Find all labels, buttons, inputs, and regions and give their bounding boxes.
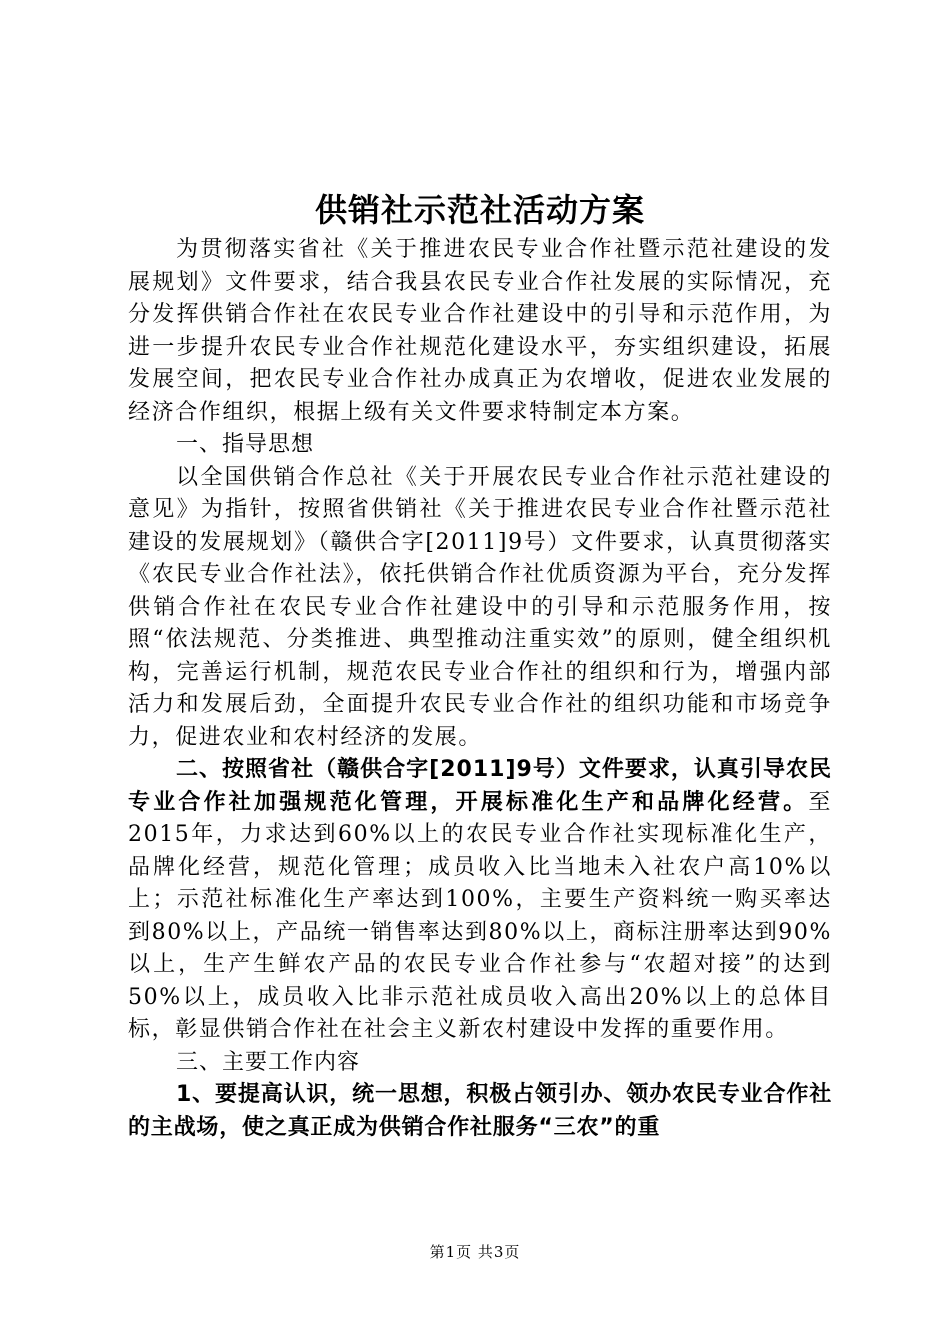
section-1-heading: 一、指导思想 — [176, 432, 315, 457]
section-2-body: 至2015年，力求达到60%以上的农民专业合作社实现标准化生产，品牌化经营，规范化管理；成员收入比当地未入社农户高10%以上；示范社标准化生产率达到100%，主要生产资料统一购买率达到80%以上，产品统一销售率达到80%以上，商标注册率达到90%以上，生产生鲜农产品的农民专业合作社参与“农超对接”的达到50%以上，成员收入比非示范社成员收入高出20%以上的总体目标，彰显供销合作社在社会主义新农村建设中发挥的重要作用。 — [128, 789, 832, 1042]
intro-paragraph: 为贯彻落实省社《关于推进农民专业合作社暨示范社建设的发展规划》文件要求，结合我县农民专业合作社发展的实际情况，充分发挥供销合作社在农民专业合作社建设中的引导和示范作用，为进一步提升农民专业合作社规范化建设水平，夯实组织建设，拓展发展空间，把农民专业合作社办成真正为农增收，促进农业发展的经济合作组织，根据上级有关文件要求特制定本方案。 — [128, 237, 832, 425]
section-3-item-1: 1、要提高认识，统一思想，积极占领引办、领办农民专业合作社的主战场，使之真正成为供销合作社服务“三农”的重 — [128, 1082, 832, 1140]
section-2-lead: 二、按照省社（赣供合字[2011]9号）文件要求，认真引导农民专业合作社加强规范化管理，开展标准化生产和品牌化经营。 — [128, 757, 832, 815]
document-body — [128, 188, 832, 1144]
section-1-paragraph: 以全国供销合作总社《关于开展农民专业合作社示范社建设的意见》为指针，按照省供销社《关于推进农民专业合作社暨示范社建设的发展规划》（赣供合字[2011]9号）文件要求，认真贯彻落实《农民专业合作社法》，依托供销合作社优质资源为平台，充分发挥供销合作社在农民专业合作社建设中的引导和示范服务作用，按照“依法规范、分类推进、典型推动注重实效”的原则，健全组织机构，完善运行机制，规范农民专业合作社的组织和行为，增强内部活力和发展后劲，全面提升农民专业合作社的组织功能和市场竞争力，促进农业和农村经济的发展。 — [128, 464, 832, 750]
page-footer: 第1页 共3页 — [429, 1243, 521, 1261]
section-3-heading: 三、主要工作内容 — [176, 1049, 361, 1075]
section-2-paragraph — [128, 754, 832, 1047]
document-title: 供销社示范社活动方案 — [314, 191, 645, 229]
